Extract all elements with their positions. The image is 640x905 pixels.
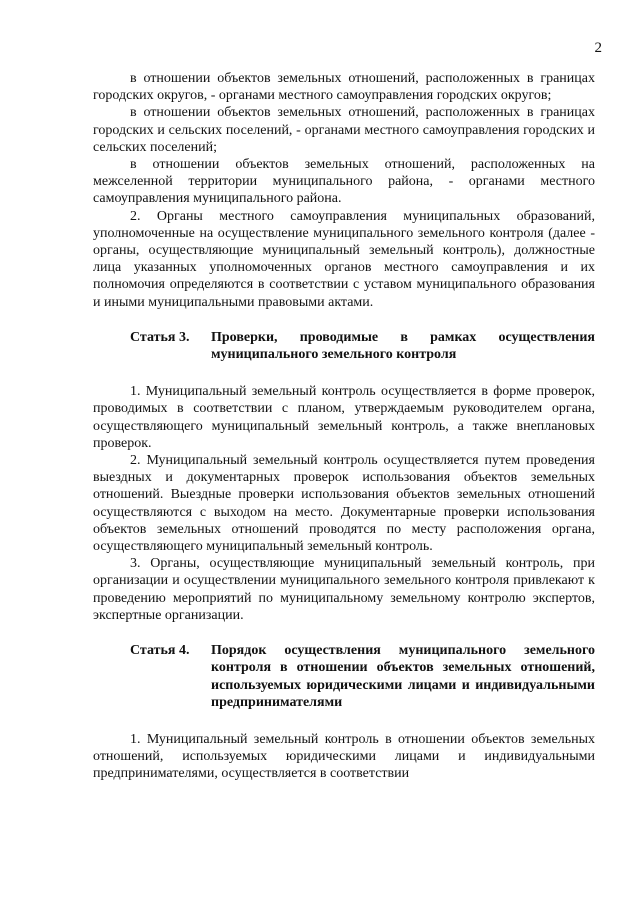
- article-number: Статья 4.: [130, 643, 190, 659]
- article-title: Проверки, проводимые в рамках осуществления муниципального земельного контроля: [211, 329, 595, 363]
- paragraph: 1. Муниципальный земельный контроль осуществляется в форме проверок, проводимых в соответствии с планом, утверждаемым руководителем органа, осуществляющего муниципальный земельный контроль, а также внеплановых проверок.: [93, 384, 595, 451]
- paragraph: 2. Муниципальный земельный контроль осуществляется путем проведения выездных и документарных проверок использования объектов земельных отношений. Выездные проверки использования объектов земельных отношений осуществляются с выходом на место. Документарные проверки использования объектов земельных отношений проводятся по месту расположения органа, осуществляющего муниципальный земельный контроль.: [93, 453, 595, 555]
- article-4-heading: [93, 642, 595, 711]
- paragraph: в отношении объектов земельных отношений, расположенных в границах городских и сельских поселений, - органами местного самоуправления городских и сельских поселений;: [93, 105, 595, 155]
- article-3-heading: [93, 329, 595, 363]
- paragraph: 1. Муниципальный земельный контроль в отношении объектов земельных отношений, используемых юридическими лицами и индивидуальными предпринимателями, осуществляется в соответствии: [93, 731, 595, 782]
- article-title: Порядок осуществления муниципального земельного контроля в отношении объектов земельных отношений, используемых юридическими лицами и индивидуальными предпринимателями: [211, 643, 595, 710]
- paragraph: в отношении объектов земельных отношений, расположенных в границах городских округов, - органами местного самоуправления городских округов;: [93, 71, 595, 104]
- document-body: [93, 70, 595, 783]
- article-number: Статья 3.: [130, 329, 190, 345]
- paragraph: 3. Органы, осуществляющие муниципальный земельный контроль, при организации и осуществлении муниципального земельного контроля привлекают к проведению мероприятий по муниципальному земельному контролю экспертов, экспертные организации.: [93, 556, 595, 623]
- paragraph: 2. Органы местного самоуправления муниципальных образований, уполномоченные на осуществление муниципального земельного контроля (далее - органы, осуществляющие муниципальный земельный контроль), должностные лица указанных уполномоченных органов местного самоуправления и их полномочия определяются в соответствии с уставом муниципального образования и иными муниципальными правовыми актами.: [93, 208, 595, 310]
- page-number: 2: [594, 40, 602, 56]
- paragraph: в отношении объектов земельных отношений, расположенных на межселенной территории муниципального района, - органами местного самоуправления муниципального района.: [93, 157, 595, 207]
